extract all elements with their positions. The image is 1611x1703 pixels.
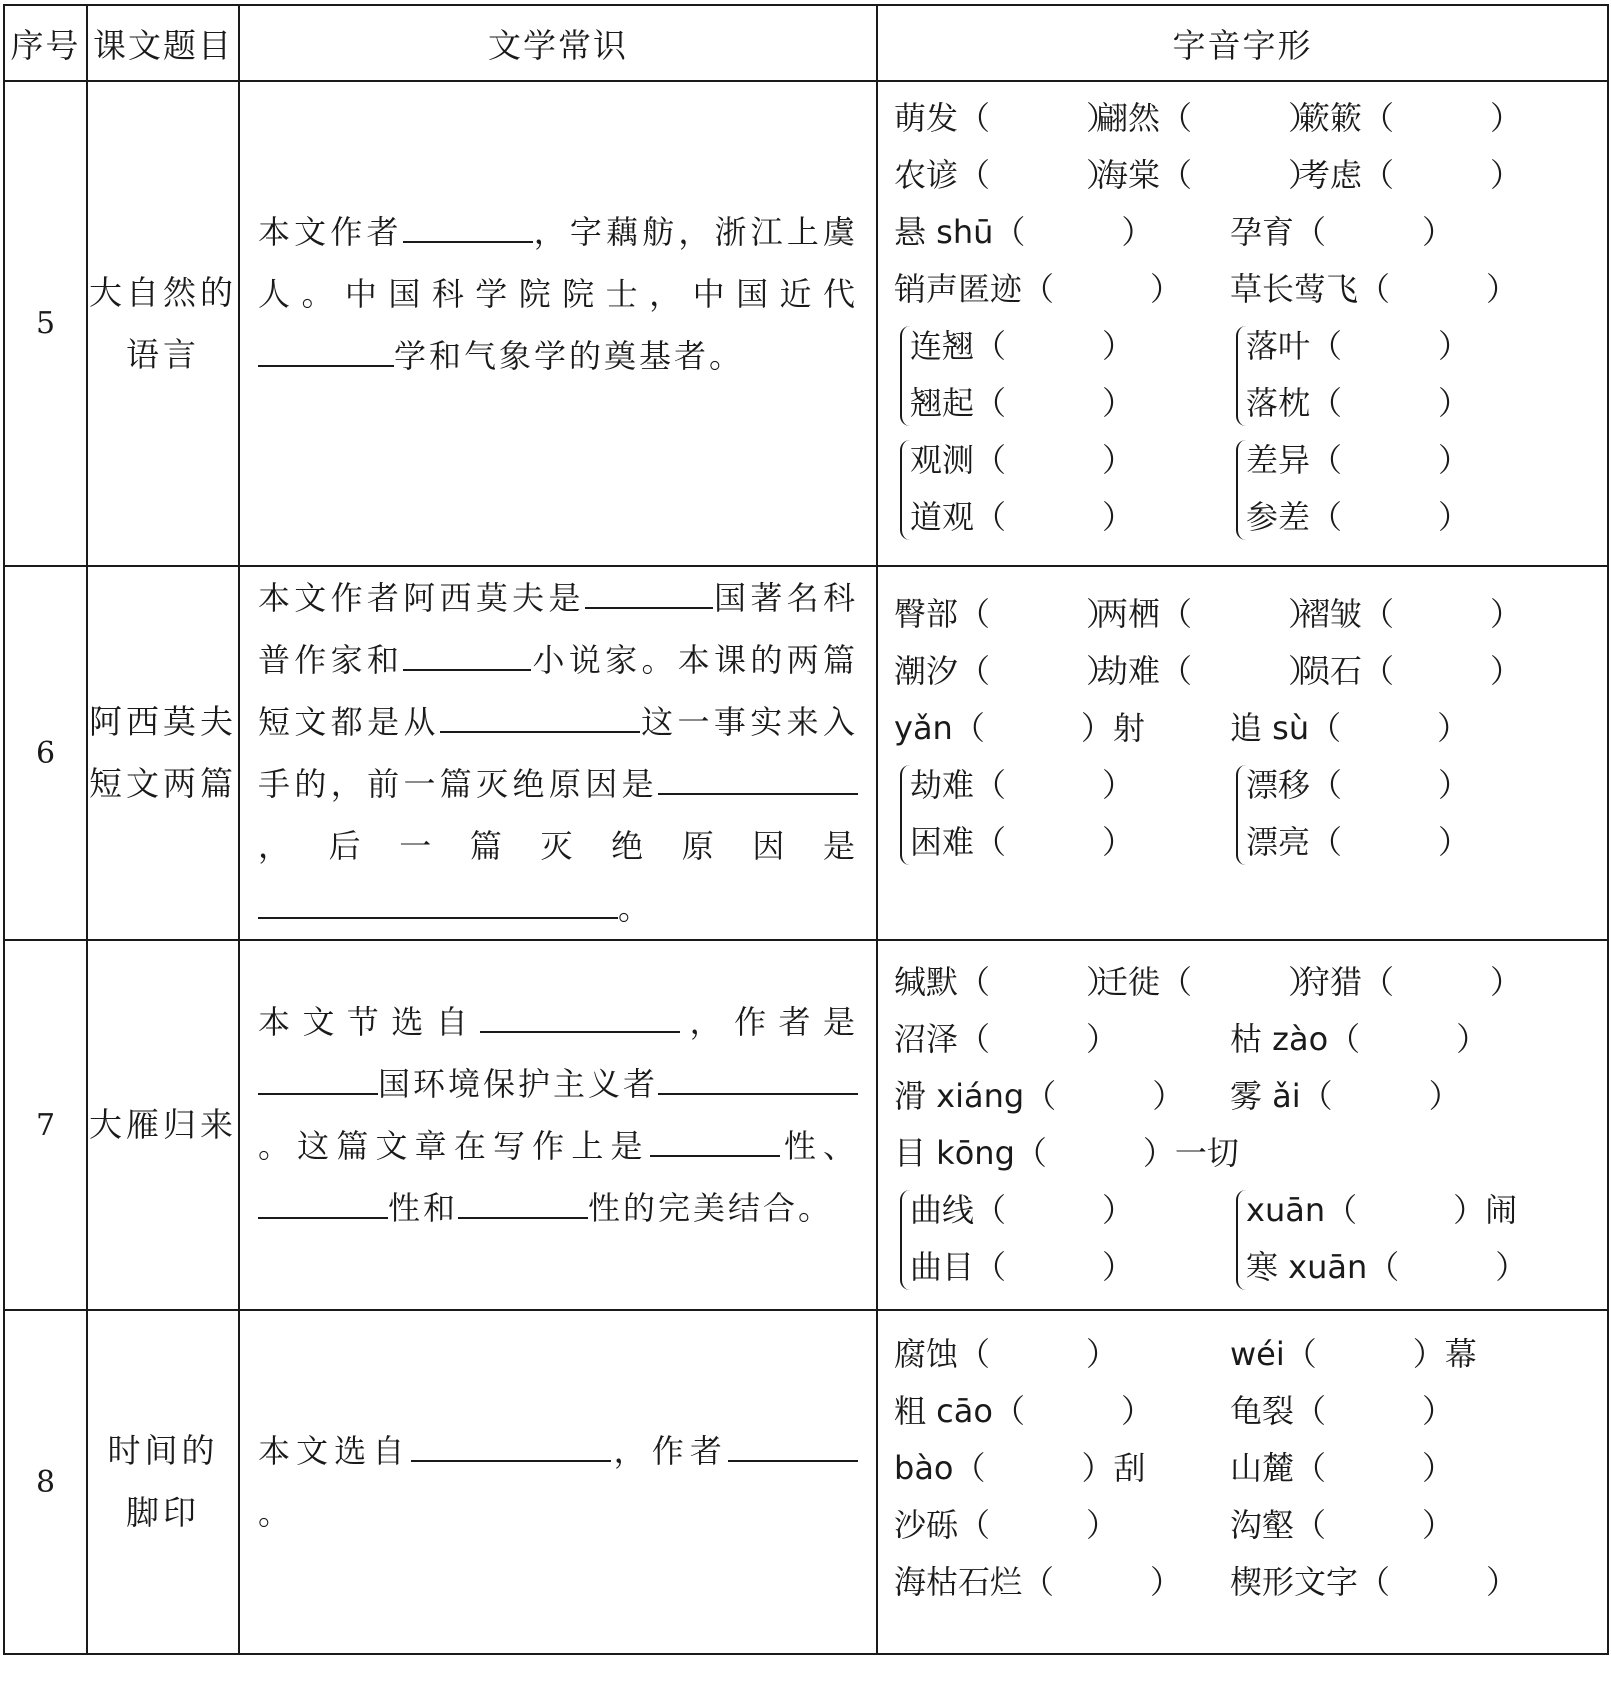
pronunciation-cell: [877, 566, 1608, 940]
fill-blank[interactable]: [411, 1424, 611, 1462]
brace-icon: [900, 765, 910, 865]
lit-text: 性和: [388, 1189, 459, 1227]
brace-icon: [900, 440, 910, 540]
pron-item: 狩猎（ ）: [1298, 963, 1523, 1001]
pron-item: 草长莺飞（ ）: [1230, 270, 1519, 308]
pron-item: 悬 shū（ ）: [894, 213, 1154, 251]
pron-item: wéi（ ）幕: [1230, 1335, 1477, 1373]
pron-item: 销声匿迹（ ）: [894, 270, 1183, 308]
lit-text: ，字藕舫，浙江上虞人。中国科学院院士，中国近代: [258, 212, 858, 313]
lesson-title: [87, 940, 239, 1310]
pron-item: 龟裂（ ）: [1230, 1392, 1455, 1430]
pron-item: 翩然（ ）: [1096, 99, 1321, 137]
fill-blank[interactable]: [728, 1424, 858, 1462]
pron-item: 褶皱（ ）: [1298, 595, 1523, 633]
title-line: 大雁归来: [89, 1105, 237, 1144]
pron-item: 腐蚀（ ）: [894, 1335, 1119, 1373]
header-serial: 序号: [4, 5, 87, 81]
brace-icon: [1236, 1190, 1246, 1290]
title-line: 脚印: [126, 1493, 200, 1532]
row-number: 7: [4, 940, 87, 1310]
knowledge-table: [3, 4, 1609, 1655]
fill-blank[interactable]: [403, 205, 533, 243]
lit-text: 国著名科普作家和: [258, 579, 858, 679]
title-line: 语言: [126, 334, 200, 374]
pron-item: 雾 ǎi（ ）: [1230, 1077, 1461, 1115]
pron-item: 考虑（ ）: [1298, 156, 1523, 194]
row-number: 8: [4, 1310, 87, 1654]
pron-item: 缄默（ ）: [894, 963, 1119, 1001]
header-row: [4, 5, 1608, 81]
brace-icon: [900, 1190, 910, 1290]
pron-item: 漂移（ ）: [1246, 766, 1471, 804]
pron-item: 落叶（ ）: [1246, 327, 1471, 365]
pron-item: 沙砾（ ）: [894, 1506, 1119, 1544]
fill-blank[interactable]: [258, 1057, 378, 1095]
pron-item: 困难（ ）: [910, 823, 1135, 861]
lit-text: 。: [618, 889, 654, 927]
header-literature: 文学常识: [239, 5, 877, 81]
lit-text: 这一事实来入手的，前一篇灭绝原因是: [258, 703, 858, 803]
table-row: [4, 1310, 1608, 1654]
lit-text: 本文选自: [258, 1432, 411, 1470]
fill-blank[interactable]: [458, 1181, 588, 1219]
literature-cell: [239, 940, 877, 1310]
lit-text: 。: [258, 1494, 294, 1532]
lit-text: 。这篇文章在写作上是: [258, 1127, 650, 1165]
pron-item: 连翘（ ）: [910, 327, 1135, 365]
pron-item: 劫难（ ）: [1096, 652, 1321, 690]
header-lesson-title: 课文题目: [87, 5, 239, 81]
lit-text: 本文节选自: [258, 1003, 481, 1041]
pronunciation-cell: [877, 81, 1608, 566]
fill-blank[interactable]: [658, 757, 858, 795]
pron-item: 臀部（ ）: [894, 595, 1119, 633]
literature-cell: [239, 81, 877, 566]
pron-item: 孕育（ ）: [1230, 213, 1455, 251]
fill-blank[interactable]: [440, 695, 640, 733]
fill-blank[interactable]: [258, 1181, 388, 1219]
pron-item: 枯 zào（ ）: [1230, 1020, 1489, 1058]
pron-item: 差异（ ）: [1246, 441, 1471, 479]
pron-item: yǎn（ ）射: [894, 709, 1145, 747]
pron-item: 曲目（ ）: [910, 1248, 1135, 1286]
lit-text: ，后一篇灭绝原因是: [258, 827, 858, 865]
pronunciation-cell: [877, 1310, 1608, 1654]
pron-item: 劫难（ ）: [910, 766, 1135, 804]
pron-item: 山麓（ ）: [1230, 1449, 1455, 1487]
fill-blank[interactable]: [480, 995, 680, 1033]
brace-icon: [900, 326, 910, 426]
title-line: 大自然的: [89, 272, 237, 312]
pron-item: 漂亮（ ）: [1246, 823, 1471, 861]
lit-text: ，作者是: [680, 1003, 858, 1041]
pron-item: 曲线（ ）: [910, 1191, 1135, 1229]
lit-text: 本文作者: [258, 212, 403, 251]
lit-text: 国环境保护主义者: [378, 1065, 659, 1103]
pron-item: 道观（ ）: [910, 498, 1135, 536]
lit-text: 小说家。本课的两篇短文都是从: [258, 641, 858, 741]
title-line: 时间的: [107, 1431, 219, 1470]
brace-icon: [1236, 765, 1246, 865]
lesson-title: [87, 566, 239, 940]
lit-text: 性的完美结合。: [588, 1189, 834, 1227]
literature-cell: [239, 1310, 877, 1654]
brace-icon: [1236, 326, 1246, 426]
pron-item: 楔形文字（ ）: [1230, 1563, 1519, 1601]
table-row: [4, 940, 1608, 1310]
fill-blank[interactable]: [658, 1057, 858, 1095]
pron-item: 迁徙（ ）: [1096, 963, 1321, 1001]
lesson-title: [87, 81, 239, 566]
lit-text: 性、: [779, 1127, 858, 1165]
pron-item: 海棠（ ）: [1096, 156, 1321, 194]
pron-item: bào（ ）刮: [894, 1449, 1146, 1487]
fill-blank[interactable]: [585, 571, 713, 609]
pron-item: 翘起（ ）: [910, 384, 1135, 422]
fill-blank[interactable]: [258, 329, 394, 367]
pron-item: 寒 xuān（ ）: [1246, 1248, 1528, 1286]
pron-item: 两栖（ ）: [1096, 595, 1321, 633]
pron-item: 落枕（ ）: [1246, 384, 1471, 422]
table-row: [4, 81, 1608, 566]
pron-item: 农谚（ ）: [894, 156, 1119, 194]
pron-item: xuān（ ）闹: [1246, 1191, 1518, 1229]
table-row: [4, 566, 1608, 940]
lit-text: 本文作者阿西莫夫是: [258, 579, 585, 617]
fill-blank[interactable]: [403, 633, 531, 671]
pron-item: 沼泽（ ）: [894, 1020, 1119, 1058]
title-line: 阿西莫夫: [89, 702, 237, 741]
lesson-title: [87, 1310, 239, 1654]
literature-cell: [239, 566, 877, 940]
pron-item: 目 kōng（ ）一切: [894, 1134, 1239, 1172]
pron-item: 潮汐（ ）: [894, 652, 1119, 690]
pron-item: 追 sù（ ）: [1230, 709, 1470, 747]
pron-item: 观测（ ）: [910, 441, 1135, 479]
pron-item: 海枯石烂（ ）: [894, 1563, 1183, 1601]
row-number: 5: [4, 81, 87, 566]
pron-item: 沟壑（ ）: [1230, 1506, 1455, 1544]
pron-item: 萌发（ ）: [894, 99, 1119, 137]
pron-item: 簌簌（ ）: [1298, 99, 1523, 137]
brace-icon: [1236, 440, 1246, 540]
lit-text: ，作者: [610, 1432, 728, 1470]
header-pronunciation: 字音字形: [877, 5, 1608, 81]
pron-item: 粗 cāo（ ）: [894, 1392, 1153, 1430]
pron-item: 滑 xiáng（ ）: [894, 1077, 1185, 1115]
fill-blank[interactable]: [258, 881, 618, 919]
pronunciation-cell: [877, 940, 1608, 1310]
title-line: 短文两篇: [89, 764, 237, 803]
pron-item: 陨石（ ）: [1298, 652, 1523, 690]
lit-text: 学和气象学的奠基者。: [394, 336, 745, 375]
fill-blank[interactable]: [650, 1119, 780, 1157]
row-number: 6: [4, 566, 87, 940]
pron-item: 参差（ ）: [1246, 498, 1471, 536]
